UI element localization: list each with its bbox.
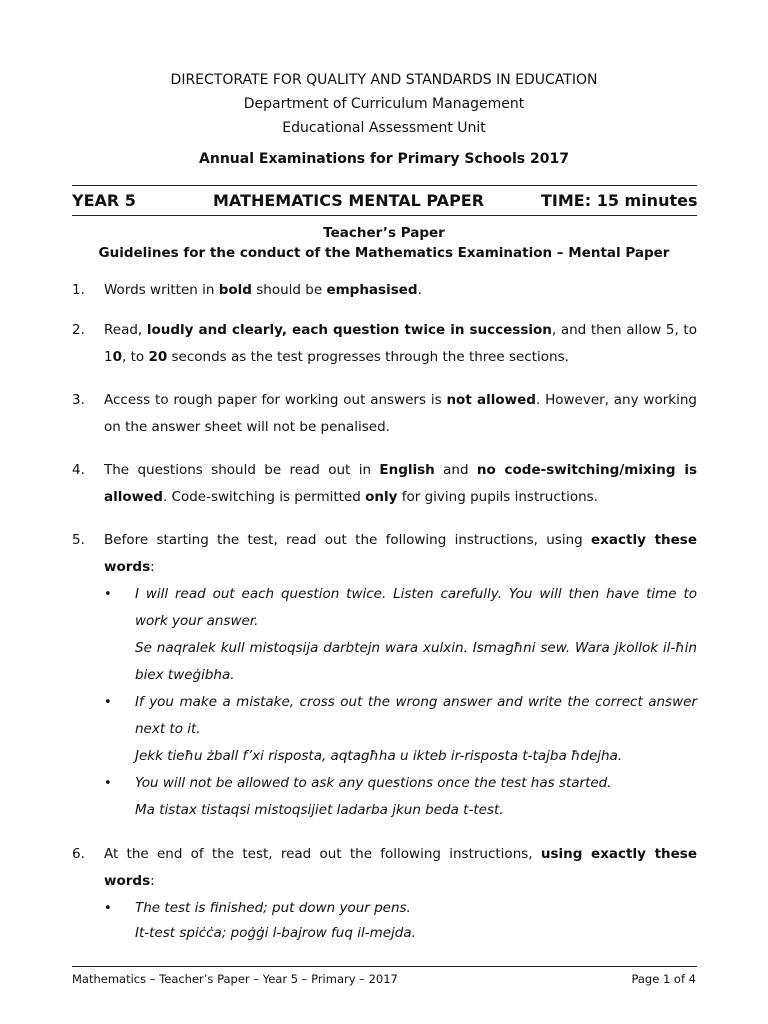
item-number: 2. — [72, 322, 85, 338]
year-label: YEAR 5 — [72, 191, 136, 210]
time-value: : 15 minutes — [584, 191, 698, 210]
bullet: • — [104, 695, 112, 710]
item-number: 6. — [72, 846, 85, 862]
instruction-english: You will not be allowed to ask any questions once the test has started. — [135, 775, 612, 791]
item-number: 1. — [72, 282, 85, 298]
time-allowance — [541, 191, 697, 210]
instruction-maltese: Jekk tieħu żball f’xi risposta, aqtagħha u ikteb ir-risposta t-tajba ħdejha. — [135, 748, 623, 764]
item-number: 3. — [72, 392, 85, 408]
bullet: • — [104, 587, 112, 602]
item-text: Access to rough paper for working out answers is not allowed. However, any working on the answer sheet will not be penalised. — [104, 392, 697, 435]
page-number: Page 1 of 4 — [631, 972, 696, 986]
item-text: Read, loudly and clearly, each question twice in succession, and then allow 5, to 10, to 20 seconds as the test progresses through the three sections. — [104, 322, 697, 365]
instruction-maltese: Ma tistax tistaqsi mistoqsijiet ladarba jkun beda t-test. — [135, 802, 504, 818]
item-text: Words written in bold should be emphasised. — [104, 282, 422, 298]
instruction-maltese: It-test spiċċa; poġġi l-bajrow fuq il-mejda. — [135, 925, 416, 941]
title-bottom-rule — [72, 215, 697, 216]
instruction-maltese: Se naqralek kull mistoqsija darbtejn wara xulxin. Ismagħni sew. Wara jkollok il-ħin biex tweġibha. — [135, 640, 697, 683]
subject-title: MATHEMATICS MENTAL PAPER — [213, 191, 485, 210]
item-text: The questions should be read out in English and no code-switching/mixing is allowed. Code-switching is permitted only for giving pupils instructions. — [104, 462, 697, 505]
item-text: Before starting the test, read out the following instructions, using exactly these words: — [104, 532, 697, 575]
instruction-english: If you make a mistake, cross out the wrong answer and write the correct answer next to it. — [135, 694, 697, 737]
department-heading: Department of Curriculum Management — [243, 96, 525, 112]
footer-title: Mathematics – Teacher’s Paper – Year 5 – Primary – 2017 — [72, 972, 398, 986]
item-text: At the end of the test, read out the following instructions, using exactly these words: — [104, 846, 698, 889]
time-label: TIME — [541, 191, 585, 210]
title-top-rule — [72, 185, 697, 186]
footer-rule — [72, 966, 697, 967]
guidelines-subtitle: Guidelines for the conduct of the Mathematics Examination – Mental Paper — [98, 245, 670, 261]
paper-subtitle: Teacher’s Paper — [323, 225, 445, 241]
exam-heading: Annual Examinations for Primary Schools 2017 — [199, 151, 569, 167]
directorate-heading: DIRECTORATE FOR QUALITY AND STANDARDS IN EDUCATION — [170, 72, 598, 88]
instruction-english: I will read out each question twice. Listen carefully. You will then have time to work your answer. — [135, 586, 697, 629]
item-number: 4. — [72, 462, 85, 478]
instruction-english: The test is finished; put down your pens. — [135, 900, 411, 916]
bullet: • — [104, 901, 112, 916]
item-number: 5. — [72, 532, 85, 548]
unit-heading: Educational Assessment Unit — [282, 120, 486, 136]
bullet: • — [104, 776, 112, 791]
